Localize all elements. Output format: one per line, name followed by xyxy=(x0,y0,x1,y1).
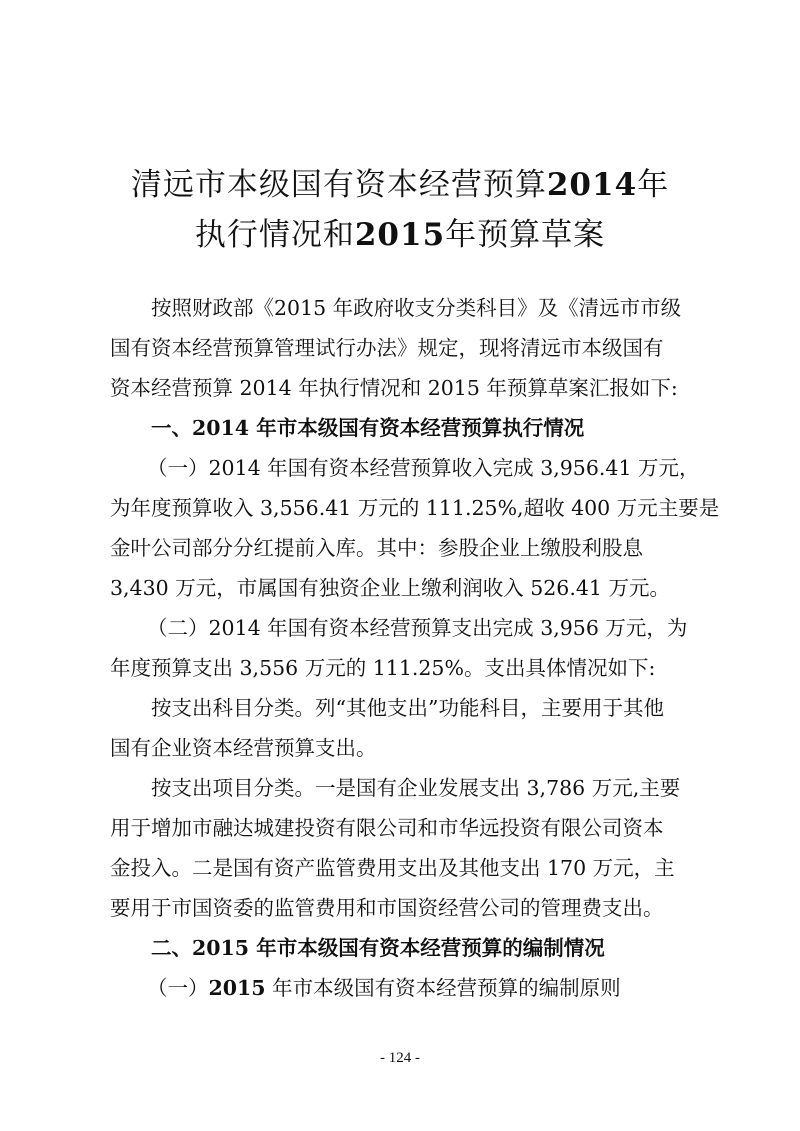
text-line: 用于增加市融达城建投资有限公司和市华远投资有限公司资本 xyxy=(110,816,664,840)
paragraph-expenditure xyxy=(110,608,690,688)
section-heading-2: 二、2015 年市本级国有资本经营预算的编制情况 xyxy=(151,936,605,960)
document-title xyxy=(0,160,800,260)
paragraph-by-subject xyxy=(110,688,690,768)
document-body xyxy=(110,288,720,1008)
title-text: 执行情况和 xyxy=(194,217,355,253)
subheading-text: 年市本级国有资本经营预算的编制原则 xyxy=(265,976,621,1000)
text-line: 金叶公司部分分红提前入库。其中：参股企业上缴股利股息 xyxy=(110,536,643,560)
subheading-year: 2015 xyxy=(208,976,266,1000)
subsection-heading xyxy=(110,968,690,1008)
title-text: 清远市本级国有资本经营预算 xyxy=(130,167,547,203)
text-line: 为年度预算收入 3,556.41 万元的 111.25%,超收 400 万元主要是 xyxy=(110,496,720,520)
text-line: 要用于市国资委的监管费用和市国资经营公司的管理费支出。 xyxy=(110,896,664,920)
text-line: 按照财政部《2015 年政府收支分类科目》及《清远市市级 xyxy=(151,296,682,320)
title-year: 2014 xyxy=(546,167,638,203)
text-line: 年度预算支出 3,556 万元的 111.25%。支出具体情况如下: xyxy=(110,656,656,680)
text-line: 资本经营预算 2014 年执行情况和 2015 年预算草案汇报如下: xyxy=(110,376,678,400)
title-year: 2015 xyxy=(354,217,446,253)
subheading-prefix: （一） xyxy=(147,976,209,1000)
title-text: 年预算草案 xyxy=(445,217,606,253)
paragraph-by-project xyxy=(110,768,690,928)
paragraph-income xyxy=(110,448,720,608)
text-line: 按支出科目分类。列“其他支出”功能科目，主要用于其他 xyxy=(151,696,664,720)
text-line: 按支出项目分类。一是国有企业发展支出 3,786 万元,主要 xyxy=(151,776,681,800)
text-line: 3,430 万元，市属国有独资企业上缴利润收入 526.41 万元。 xyxy=(110,576,670,600)
text-line: 国有企业资本经营预算支出。 xyxy=(110,736,377,760)
text-line: （二）2014 年国有资本经营预算支出完成 3,956 万元，为 xyxy=(147,616,688,640)
text-line: 国有资本经营预算管理试行办法》规定，现将清远市本级国有 xyxy=(110,336,664,360)
title-line-1 xyxy=(0,160,800,210)
title-text: 年 xyxy=(637,167,670,203)
page-number: - 124 - xyxy=(380,1050,420,1066)
text-line: （一）2014 年国有资本经营预算收入完成 3,956.41 万元， xyxy=(147,456,700,480)
text-line: 金投入。二是国有资产监管费用支出及其他支出 170 万元，主 xyxy=(110,856,675,880)
title-line-2 xyxy=(0,210,800,260)
section-heading-1: 一、2014 年市本级国有资本经营预算执行情况 xyxy=(151,416,585,440)
intro-paragraph xyxy=(110,288,690,408)
